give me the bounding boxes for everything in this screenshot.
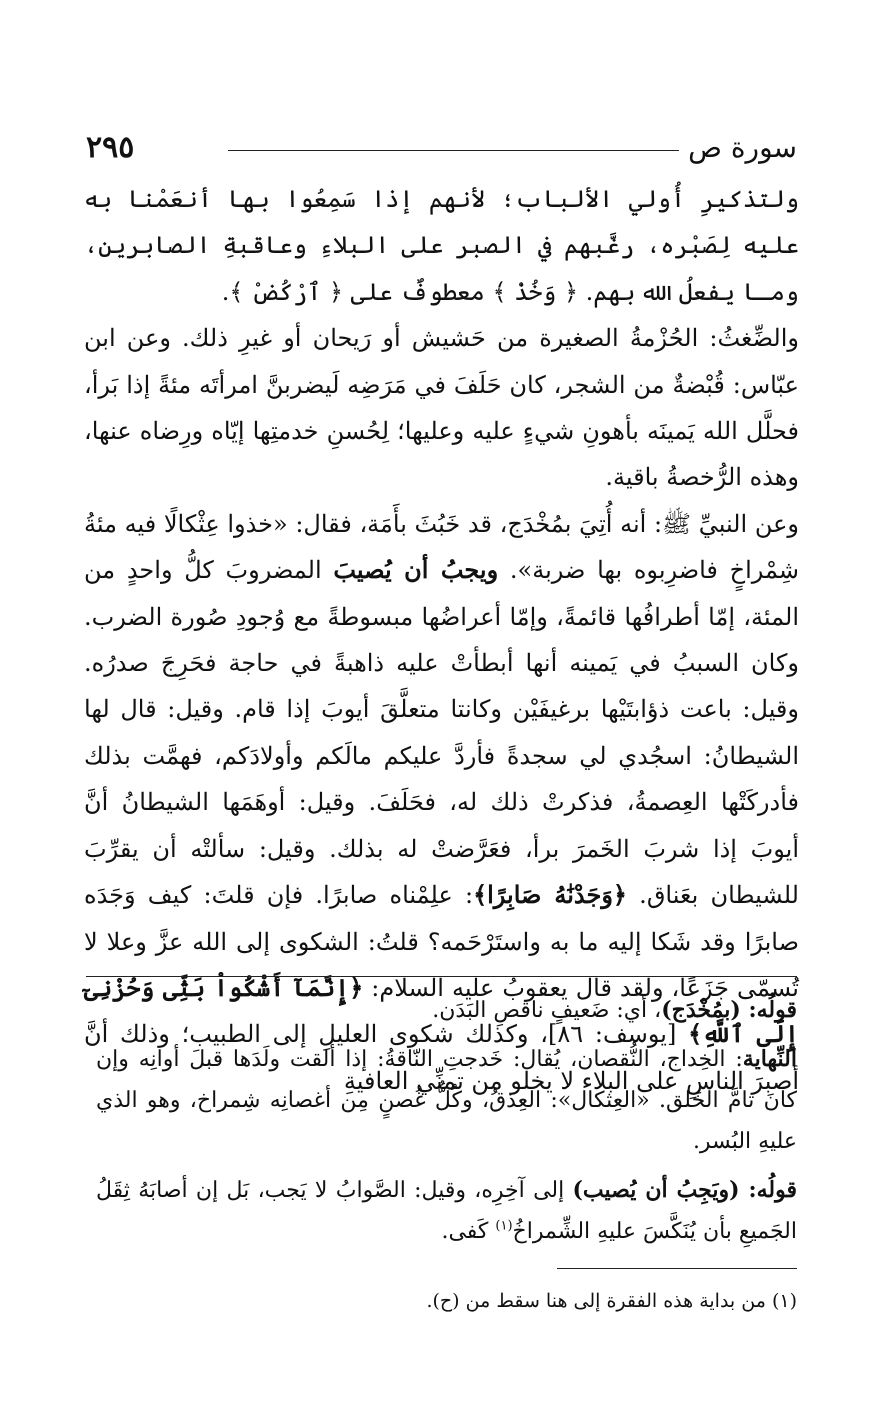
page-number: ٢٩٥ <box>86 130 135 165</box>
quran-verse: ﴿وَجَدْنَٰهُ صَابِرًا﴾ <box>473 880 627 910</box>
gloss-label: قولُه: (بمُخْدَج) <box>661 997 797 1023</box>
running-header <box>86 128 797 170</box>
text-run: وعن النبيِّ ﷺ: أنه أُتِيَ بمُخْدَج، قد خَبُثَ بأَمَة، فقال: «خذوا عِثْكالًا فيه مئةُ شِمْراخٍ فاضرِبوه بها ضربة». <box>84 509 799 585</box>
text-run: المضروبَ كلُّ واحدٍ من المئة، إمّا أطرافُها قائمةً، وإمّا أعراضُها مبسوطةً مع وُجودِ صُورة الضرب. وكان السببُ في يَمينه أنها أبطأتْ عليه ذاهبةً في حاجة فحَرِجَ صدرُه. وقيل: باعت ذؤابتَيْها برغيفَيْن وكانتا متعلَّقَ أيوبَ إذا قام. وقيل: قال لها الشيطانُ: اسجُدي لي سجدةً فأردَّ عليكم مالَكم وأولادَكم، فهمَّت بذلك فأدركَتْها العِصمةُ، فذكرتْ ذلك له، فحَلَفَ. وقيل: أوهَمَها الشيطانُ أنَّ أيوبَ إذا شربَ الخَمرَ برأ، فعَرَّضتْ له بذلك. وقيل: سألتْه أن يقرِّبَ للشيطان بعَناق. <box>84 556 800 910</box>
quran-verse: ﴿إِنَّمَآ أَشْكُواْ بَثِّى وَحُزْنِىٓ إِلَى ٱللَّهِ﴾ <box>84 972 799 1049</box>
gloss-text: ، أي: ضَعيفٍ ناقصِ البَدَن. <box>432 998 662 1023</box>
text-run: : علِمْناه صابرًا. فإن قلتَ: كيف وَجَدَه صابرًا وقد شَكا إليه ما به واستَرْحَمه؟ قلتُ: الشكوى إلى الله عزَّ وعلا لا تُسمّى جَزَعًا، ولقد قال يعقوبُ عليه السلام: <box>84 881 800 1002</box>
gloss-label: النِّهاية <box>742 1046 797 1072</box>
bold-text: ويجبُ أن يُصيبَ <box>333 555 499 585</box>
paragraph: والضِّغثُ: الحُزْمةُ الصغيرة من حَشيش أو رَيحان أو غيرِ ذلك. وعن ابن عبّاس: قُبْضةٌ من الشجر، كان حَلَفَ في مَرَضِه لَيضربنَّ امرأتَه مئةً إذا بَرأ، فحلَّل الله يَمينَه بأهونِ شيءٍ عليه وعليها؛ لِحُسنِ خدمتِها إيّاه ورِضاه عنها، وهذه الرُّخصةُ باقية. <box>84 324 799 492</box>
gloss-text: إلى آخِرِه، وقيل: الصَّوابُ لا يَجب، بَل إن أصابَهُ ثِقَلُ الجَميعِ بأن يُنَكَّسَ عليهِ الشِّمراخُ <box>96 1178 797 1244</box>
glosses <box>96 990 797 1260</box>
footnote-marker: (١) <box>495 1218 513 1234</box>
main-text-rule <box>86 976 797 977</box>
header-rule <box>228 150 679 151</box>
text-run: [يوسف: ٨٦]، وكذلك شكوى العليلِ إلى الطبيب؛ وذلك أنَّ أصبرَ الناسِ على البلاء لا يخلو من تمنِّي العافيةِ <box>84 1020 799 1095</box>
surah-name: سورة ص <box>688 131 797 164</box>
gloss <box>96 990 797 1031</box>
gloss-text: : الخِداج، النُّقصان، يُقال: خَدجتِ النّاقةُ: إذا ألقت ولَدَها قبلَ أوانِه وإن كانَ تامَّ الخَلق. «العِثكال»: العِذقُ، وكُلُّ غُصنٍ مِن أغصانِه شِمراخ، وهو الذي عليهِ البُسر. <box>96 1047 797 1154</box>
footnote-rule <box>557 1268 797 1269</box>
paragraph: ولتذكيرِ أُولي الألباب؛ لأنهم إذا سَمِعُوا بها أنعَمْنا به عليه لِصَبْره، رغَّبهم في الصبر على البلاءِ وعاقبةِ الصابرين، ومـا يفعلُ الله بهم. ﴿ وَخُذْ ﴾ معطوفٌ على ﴿ ٱرْكُضْ ﴾. <box>84 185 799 306</box>
gloss-label: قولُه: (ويَجِبُ أن يُصيب) <box>572 1177 797 1203</box>
gloss <box>96 1170 797 1252</box>
footnotes <box>96 1284 797 1318</box>
gloss-text: كَفى. <box>441 1219 496 1244</box>
gloss <box>96 1039 797 1162</box>
footnote: (١) من بداية هذه الفقرة إلى هنا سقط من (ح). <box>426 1290 797 1312</box>
